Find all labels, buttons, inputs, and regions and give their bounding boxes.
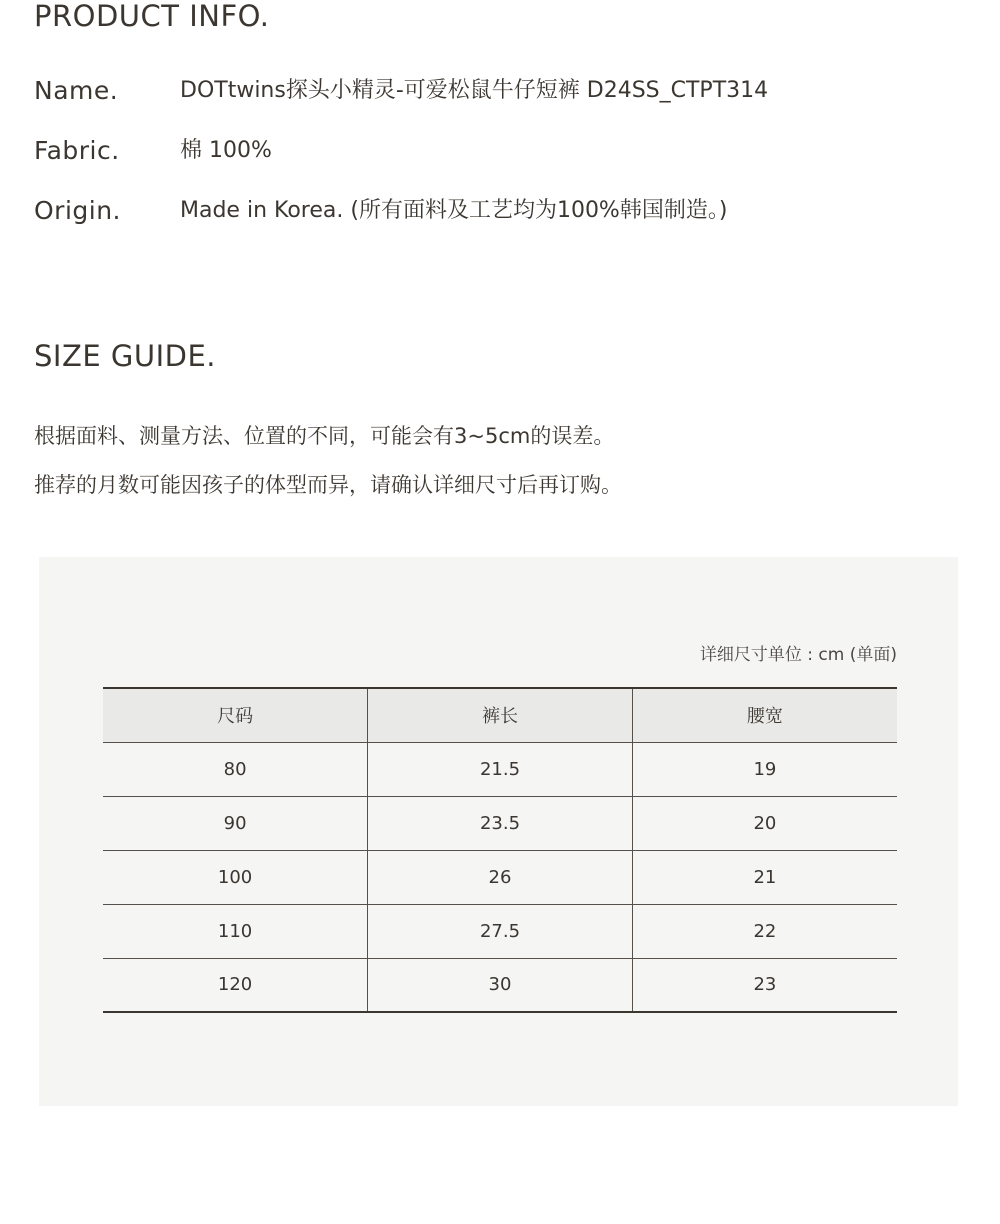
- fabric-label: Fabric.: [34, 136, 120, 165]
- table-cell: 21: [632, 850, 897, 904]
- size-guide-title: SIZE GUIDE.: [34, 339, 216, 373]
- info-row-fabric: [34, 133, 934, 169]
- table-cell: 23: [632, 958, 897, 1012]
- table-row: [103, 958, 897, 1012]
- size-note-recommendation: 推荐的月数可能因孩子的体型而异，请确认详细尺寸后再订购。: [34, 473, 622, 497]
- table-cell: 22: [632, 904, 897, 958]
- table-cell: 26: [368, 850, 633, 904]
- origin-value: Made in Korea. (所有面料及工艺均为100%韩国制造。): [180, 198, 728, 223]
- table-cell: 90: [223, 812, 247, 834]
- table-row: [103, 796, 897, 850]
- table-cell: 80: [223, 758, 247, 780]
- table-cell: 120: [217, 974, 253, 996]
- origin-label: Origin.: [34, 196, 122, 225]
- size-note-tolerance: 根据面料、测量方法、位置的不同，可能会有3~5cm的误差。: [34, 424, 615, 448]
- name-label: Name.: [34, 76, 119, 105]
- info-row-name: [34, 73, 934, 109]
- info-row-origin: [34, 193, 934, 229]
- table-cell: 21.5: [368, 742, 633, 796]
- table-cell: 20: [632, 796, 897, 850]
- header-size: 尺码: [217, 706, 254, 728]
- header-length: 裤长: [368, 688, 633, 742]
- header-waist: 腰宽: [632, 688, 897, 742]
- unit-note: 详细尺寸单位 : cm (单面): [699, 645, 897, 665]
- table-cell: 110: [217, 920, 253, 942]
- size-table: [103, 687, 897, 1013]
- fabric-value: 棉 100%: [180, 138, 272, 163]
- table-row: [103, 742, 897, 796]
- table-cell: 27.5: [368, 904, 633, 958]
- table-row: [103, 850, 897, 904]
- table-cell: 19: [632, 742, 897, 796]
- table-cell: 23.5: [368, 796, 633, 850]
- table-cell: 30: [368, 958, 633, 1012]
- table-row: [103, 904, 897, 958]
- name-value: DOTtwins探头小精灵-可爱松鼠牛仔短裤 D24SS_CTPT314: [180, 78, 769, 103]
- size-table-panel: [39, 557, 958, 1106]
- table-header-row: [103, 688, 897, 742]
- table-cell: 100: [217, 866, 253, 888]
- product-info-title: PRODUCT INFO.: [34, 0, 270, 33]
